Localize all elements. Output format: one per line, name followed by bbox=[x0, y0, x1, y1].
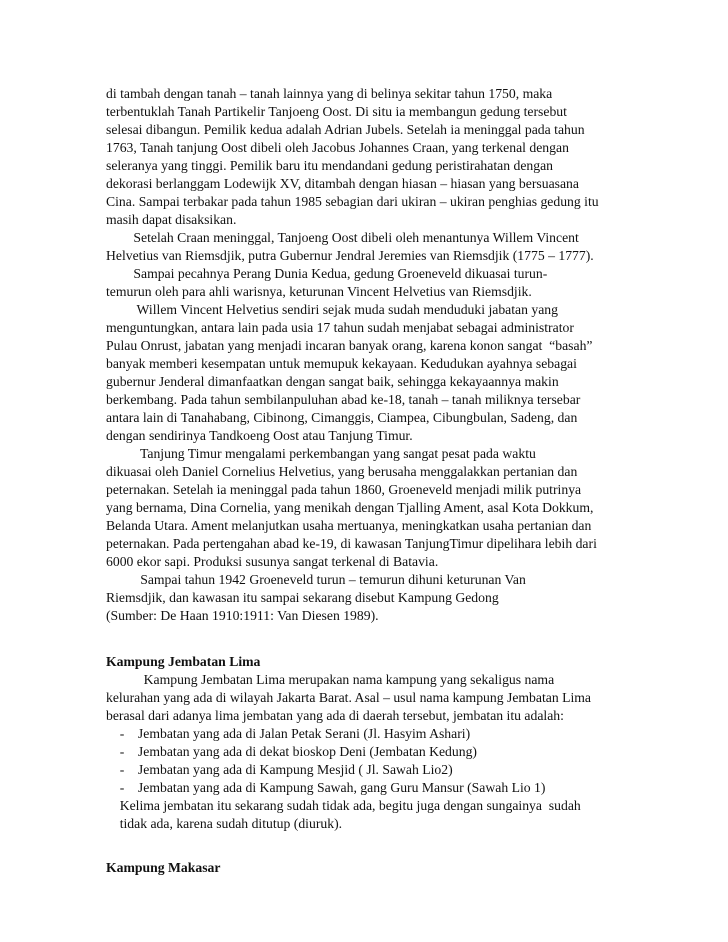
text-line: selesai dibangun. Pemilik kedua adalah Adrian Jubels. Setelah ia meninggal pada tahun bbox=[106, 122, 585, 137]
list-item: - Jembatan yang ada di Kampung Mesjid ( Jl. Sawah Lio2) bbox=[106, 762, 453, 777]
text-line: antara lain di Tanahabang, Cibinong, Cimanggis, Ciampea, Cibungbulan, Sadeng, dan bbox=[106, 410, 578, 425]
text-line: Willem Vincent Helvetius sendiri sejak muda sudah menduduki jabatan yang bbox=[106, 302, 558, 317]
text-line: dekorasi berlanggam Lodewijk XV, ditambah dengan hiasan – hiasan yang bersuasana bbox=[106, 176, 579, 191]
list-item: - Jembatan yang ada di dekat bioskop Deni (Jembatan Kedung) bbox=[106, 744, 477, 759]
text-line: di tambah dengan tanah – tanah lainnya yang di belinya sekitar tahun 1750, maka bbox=[106, 86, 553, 101]
text-line: dikuasai oleh Daniel Cornelius Helvetius, yang berusaha menggalakkan pertanian dan bbox=[106, 464, 578, 479]
text-line: Cina. Sampai terbakar pada tahun 1985 sebagian dari ukiran – ukiran penghias gedung itu bbox=[106, 194, 599, 209]
list-item: - Jembatan yang ada di Jalan Petak Serani (Jl. Hasyim Ashari) bbox=[106, 726, 471, 741]
text-line: berasal dari adanya lima jembatan yang ada di daerah tersebut, jembatan itu adalah: bbox=[106, 708, 564, 723]
text-line: seleranya yang tinggi. Pemilik baru itu mendandani gedung peristirahatan dengan bbox=[106, 158, 553, 173]
text-line: Tanjung Timur mengalami perkembangan yang sangat pesat pada waktu bbox=[106, 446, 536, 461]
text-line: Belanda Utara. Ament melanjutkan usaha mertuanya, meningkatkan usaha pertanian dan bbox=[106, 518, 592, 533]
text-line: kelurahan yang ada di wilayah Jakarta Barat. Asal – usul nama kampung Jembatan Lima bbox=[106, 690, 591, 705]
section-heading-jembatan-lima: Kampung Jembatan Lima bbox=[106, 654, 261, 669]
text-line: berkembang. Pada tahun sembilanpuluhan abad ke-18, tanah – tanah miliknya tersebar bbox=[106, 392, 581, 407]
text-line: Sampai pecahnya Perang Dunia Kedua, gedung Groeneveld dikuasai turun- bbox=[106, 266, 548, 281]
text-line: peternakan. Setelah ia meninggal pada tahun 1860, Groeneveld menjadi milik putrinya bbox=[106, 482, 582, 497]
text-line: banyak memberi kesempatan untuk memupuk kekayaan. Kedudukan ayahnya sebagai bbox=[106, 356, 577, 371]
text-line: Setelah Craan meninggal, Tanjoeng Oost dibeli oleh menantunya Willem Vincent bbox=[106, 230, 579, 245]
text-line: Helvetius van Riemsdjik, putra Gubernur Jendral Jeremies van Riemsdjik (1775 – 1777). bbox=[106, 248, 594, 263]
list-item: - Jembatan yang ada di Kampung Sawah, gang Guru Mansur (Sawah Lio 1) bbox=[106, 780, 546, 795]
text-line: 1763, Tanah tanjung Oost dibeli oleh Jacobus Johannes Craan, yang terkenal dengan bbox=[106, 140, 569, 155]
text-line: Kampung Jembatan Lima merupakan nama kampung yang sekaligus nama bbox=[106, 672, 555, 687]
text-line: terbentuklah Tanah Partikelir Tanjoeng Oost. Di situ ia membangun gedung tersebut bbox=[106, 104, 567, 119]
text-line: dengan sendirinya Tandkoeng Oost atau Tanjung Timur. bbox=[106, 428, 413, 443]
text-line: tidak ada, karena sudah ditutup (diuruk). bbox=[106, 816, 343, 831]
text-line: yang bernama, Dina Cornelia, yang menikah dengan Tjalling Ament, asal Kota Dokkum, bbox=[106, 500, 594, 515]
text-line: gubernur Jenderal dimanfaatkan dengan sangat baik, sehingga kekayaannya makin bbox=[106, 374, 559, 389]
text-line: Sampai tahun 1942 Groeneveld turun – temurun dihuni keturunan Van bbox=[106, 572, 526, 587]
text-line: peternakan. Pada pertengahan abad ke-19, di kawasan TanjungTimur dipelihara lebih dari bbox=[106, 536, 597, 551]
source-citation: (Sumber: De Haan 1910:1911: Van Diesen 1989). bbox=[106, 608, 379, 623]
text-line: Kelima jembatan itu sekarang sudah tidak ada, begitu juga dengan sungainya sudah bbox=[106, 798, 581, 813]
section-heading-makasar: Kampung Makasar bbox=[106, 860, 221, 875]
text-line: masih dapat disaksikan. bbox=[106, 212, 237, 227]
text-line: Riemsdjik, dan kawasan itu sampai sekarang disebut Kampung Gedong bbox=[106, 590, 499, 605]
text-line: Pulau Onrust, jabatan yang menjadi incaran banyak orang, karena konon sangat “basah” bbox=[106, 338, 593, 353]
text-line: temurun oleh para ahli warisnya, keturunan Vincent Helvetius van Riemsdjik. bbox=[106, 284, 532, 299]
text-line: menguntungkan, antara lain pada usia 17 tahun sudah menjabat sebagai administrator bbox=[106, 320, 574, 335]
text-line: 6000 ekor sapi. Produksi susunya sangat terkenal di Batavia. bbox=[106, 554, 439, 569]
